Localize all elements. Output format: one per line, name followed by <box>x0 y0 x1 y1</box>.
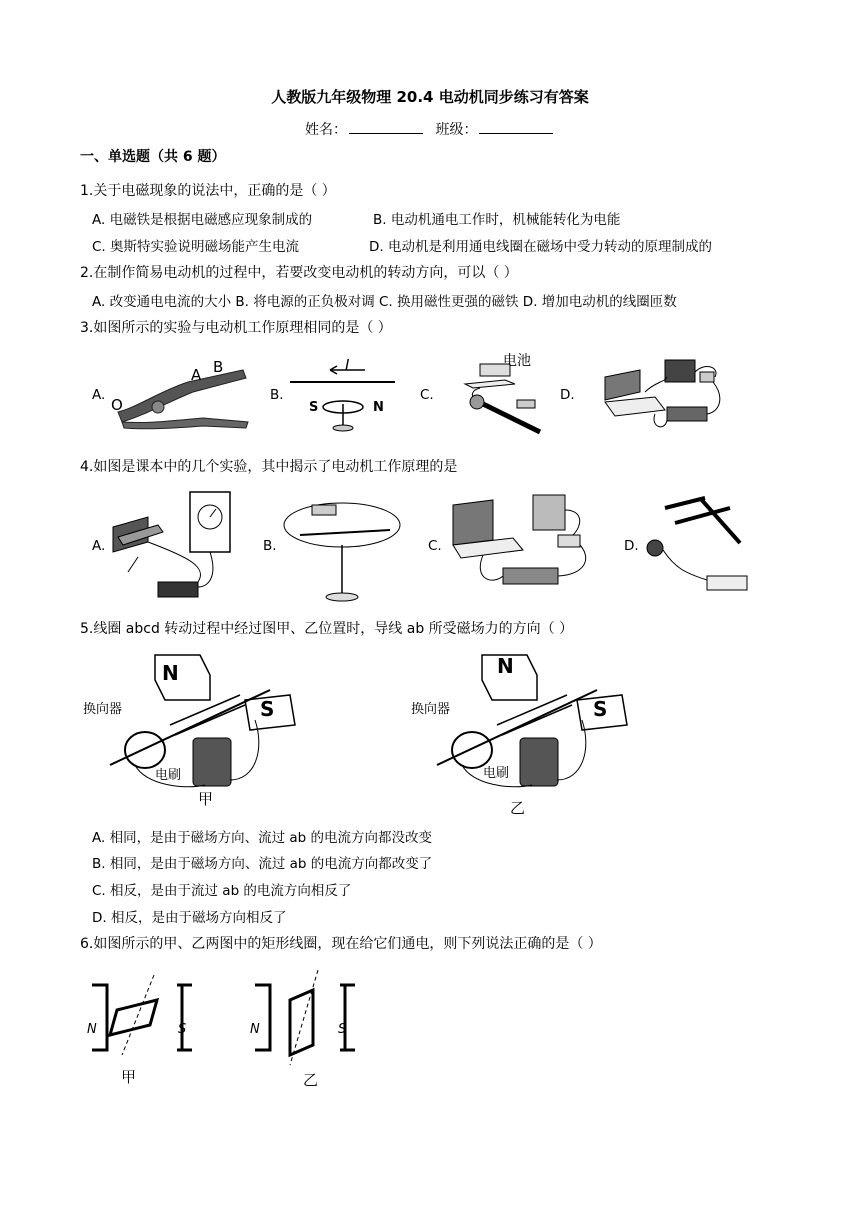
q5-yi-n-pole: N <box>497 654 514 678</box>
question-5-option-d: D. 相反，是由于磁场方向相反了 <box>92 910 287 926</box>
name-blank[interactable] <box>349 121 423 134</box>
q5-caption-jia: 甲 <box>198 790 214 808</box>
q3-fig-c-battery-label: 电池 <box>503 353 531 369</box>
q5-figure-yi-motor <box>432 650 632 795</box>
q3-figure-b-oersted <box>285 352 400 432</box>
q5-figure-jia-motor <box>105 650 305 795</box>
question-1-option-d: D. 电动机是利用通电线圈在磁场中受力转动的原理制成的 <box>369 239 712 255</box>
q6-figure-yi-coil <box>245 965 365 1070</box>
q4-figure-c-motor-rail <box>443 490 603 605</box>
question-5-option-b: B. 相同，是由于磁场方向、流过 ab 的电流方向都改变了 <box>92 856 433 872</box>
question-4-option-c: C. <box>428 538 442 554</box>
q3-fig-a-label-o: O <box>111 396 123 414</box>
question-4-stem: 4.如图是课本中的几个实验，其中揭示了电动机工作原理的是 <box>80 459 458 475</box>
q3-figure-a-pliers <box>108 352 258 432</box>
question-1-stem: 1.关于电磁现象的说法中，正确的是（ ） <box>80 183 336 199</box>
question-3-option-c: C. <box>420 387 434 403</box>
question-2-stem: 2.在制作简易电动机的过程中，若要改变电动机的转动方向，可以（ ） <box>80 265 518 281</box>
q5-jia-commutator-label: 换向器 <box>83 702 123 717</box>
q5-caption-yi: 乙 <box>510 799 526 817</box>
q5-jia-brush-label: 电刷 <box>155 768 182 783</box>
question-6-stem: 6.如图所示的甲、乙两图中的矩形线圈，现在给它们通电，则下列说法正确的是（ ） <box>80 936 602 952</box>
q4-figure-b-oersted <box>280 495 410 605</box>
question-2-options: A. 改变通电电流的大小 B. 将电源的正负极对调 C. 换用磁性更强的磁铁 D. 增加电动机的线圈匝数 <box>92 294 677 310</box>
class-label: 班级： <box>435 122 478 138</box>
section-heading: 一、单选题（共 6 题） <box>80 149 226 165</box>
q6-yi-n-pole: N <box>250 1022 260 1037</box>
question-4-option-d: D. <box>624 538 639 554</box>
question-5-option-a: A. 相同，是由于磁场方向、流过 ab 的电流方向都没改变 <box>92 830 433 846</box>
q3-figure-d-rail-experiment <box>595 352 735 437</box>
question-1-option-a: A. 电磁铁是根据电磁感应现象制成的 <box>92 212 313 228</box>
q5-jia-s-pole: S <box>260 697 275 721</box>
question-5-option-c: C. 相反，是由于流过 ab 的电流方向相反了 <box>92 883 352 899</box>
q6-figure-jia-coil <box>82 965 202 1065</box>
q3-figure-c-electromagnet <box>445 352 555 442</box>
question-1-option-b: B. 电动机通电工作时，机械能转化为电能 <box>373 212 621 228</box>
q3-fig-b-label-i: I <box>345 356 350 374</box>
q3-fig-b-label-s: S <box>309 400 319 415</box>
question-3-option-b: B. <box>270 387 284 403</box>
question-5-stem: 5.线圈 abcd 转动过程中经过图甲、乙位置时，导线 ab 所受磁场力的方向（ ） <box>80 621 574 637</box>
q4-figure-a-induction <box>108 487 238 607</box>
question-4-option-a: A. <box>92 538 106 554</box>
question-1-option-c: C. 奥斯特实验说明磁场能产生电流 <box>92 239 300 255</box>
name-label: 姓名： <box>305 122 347 138</box>
q3-fig-b-label-n: N <box>373 400 384 415</box>
question-4-option-b: B. <box>263 538 277 554</box>
student-info <box>305 119 553 139</box>
q5-yi-s-pole: S <box>593 697 608 721</box>
q5-jia-n-pole: N <box>162 661 179 685</box>
q6-jia-n-pole: N <box>87 1022 97 1037</box>
document-title: 人教版九年级物理 20.4 电动机同步练习有答案 <box>271 88 589 106</box>
q6-caption-jia: 甲 <box>121 1068 137 1086</box>
q3-fig-a-label-a: A <box>191 366 202 384</box>
q6-caption-yi: 乙 <box>303 1071 319 1089</box>
q6-yi-s-pole: S <box>338 1022 347 1037</box>
q5-yi-commutator-label: 换向器 <box>411 702 451 717</box>
q5-yi-brush-label: 电刷 <box>483 766 510 781</box>
q3-fig-a-label-b: B <box>213 358 224 376</box>
q4-figure-d-generator <box>645 488 755 603</box>
question-3-option-d: D. <box>560 387 575 403</box>
question-3-stem: 3.如图所示的实验与电动机工作原理相同的是（ ） <box>80 320 392 336</box>
q6-jia-s-pole: S <box>178 1022 187 1037</box>
question-3-option-a: A. <box>92 387 106 403</box>
class-blank[interactable] <box>479 121 553 134</box>
